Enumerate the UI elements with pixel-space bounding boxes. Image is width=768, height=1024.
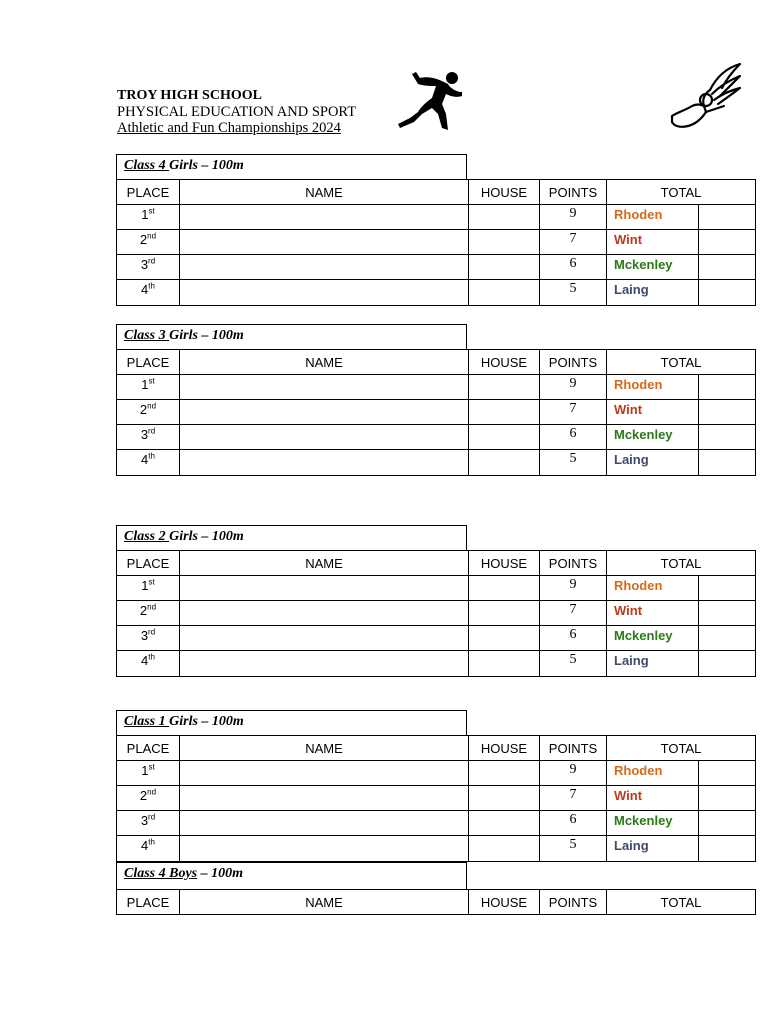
house-cell[interactable] [469, 400, 540, 425]
header-row [117, 890, 756, 915]
name-header: NAME [180, 736, 469, 761]
house-cell[interactable] [469, 425, 540, 450]
name-header: NAME [180, 350, 469, 375]
house-cell[interactable] [469, 761, 540, 786]
points-cell: 5 [540, 836, 607, 862]
house-header: HOUSE [469, 180, 540, 205]
name-cell[interactable] [180, 205, 469, 230]
header-row [117, 350, 756, 375]
house-header: HOUSE [469, 551, 540, 576]
house-header: HOUSE [469, 736, 540, 761]
house-cell[interactable] [469, 230, 540, 255]
race-section [116, 525, 755, 677]
race-title: Class 4 Boys – 100m [116, 862, 467, 889]
race-title: Class 4 Girls – 100m [116, 154, 467, 179]
place-header: PLACE [117, 551, 180, 576]
place-cell: 1st [117, 576, 180, 601]
name-cell[interactable] [180, 375, 469, 400]
house-cell[interactable] [469, 836, 540, 862]
name-cell[interactable] [180, 255, 469, 280]
total-cell[interactable] [699, 400, 756, 425]
department-name: PHYSICAL EDUCATION AND SPORT [117, 104, 357, 120]
total-cell[interactable] [699, 761, 756, 786]
place-cell: 4th [117, 450, 180, 476]
house-label: Mckenley [607, 626, 699, 651]
place-cell: 2nd [117, 400, 180, 425]
house-label: Laing [607, 450, 699, 476]
house-label: Rhoden [607, 205, 699, 230]
place-cell: 4th [117, 280, 180, 306]
race-section [116, 862, 755, 915]
total-cell[interactable] [699, 205, 756, 230]
name-cell[interactable] [180, 450, 469, 476]
results-table [116, 550, 756, 677]
name-cell[interactable] [180, 601, 469, 626]
name-header: NAME [180, 551, 469, 576]
total-cell[interactable] [699, 651, 756, 677]
school-name: TROY HIGH SCHOOL [117, 88, 262, 103]
points-header: POINTS [540, 890, 607, 915]
name-cell[interactable] [180, 400, 469, 425]
race-title: Class 3 Girls – 100m [116, 324, 467, 349]
house-cell[interactable] [469, 811, 540, 836]
points-header: POINTS [540, 350, 607, 375]
event-title: Athletic and Fun Championships 2024 [117, 120, 341, 136]
results-table [116, 179, 756, 306]
points-header: POINTS [540, 551, 607, 576]
points-cell: 5 [540, 450, 607, 476]
house-header: HOUSE [469, 350, 540, 375]
place-cell: 1st [117, 761, 180, 786]
place-cell: 3rd [117, 626, 180, 651]
place-cell: 2nd [117, 786, 180, 811]
house-label: Mckenley [607, 811, 699, 836]
house-cell[interactable] [469, 255, 540, 280]
name-header: NAME [180, 890, 469, 915]
name-cell[interactable] [180, 836, 469, 862]
document-header [117, 88, 356, 136]
name-header: NAME [180, 180, 469, 205]
points-cell: 6 [540, 626, 607, 651]
name-cell[interactable] [180, 811, 469, 836]
house-cell[interactable] [469, 375, 540, 400]
name-cell[interactable] [180, 626, 469, 651]
points-cell: 7 [540, 400, 607, 425]
points-cell: 6 [540, 255, 607, 280]
house-cell[interactable] [469, 601, 540, 626]
house-label: Laing [607, 651, 699, 677]
total-header: TOTAL [607, 180, 756, 205]
house-cell[interactable] [469, 651, 540, 677]
sprinter-icon [392, 64, 468, 134]
place-header: PLACE [117, 736, 180, 761]
place-header: PLACE [117, 890, 180, 915]
place-header: PLACE [117, 180, 180, 205]
race-section [116, 710, 755, 862]
points-cell: 7 [540, 786, 607, 811]
name-cell[interactable] [180, 786, 469, 811]
place-cell: 2nd [117, 230, 180, 255]
points-cell: 9 [540, 375, 607, 400]
total-header: TOTAL [607, 736, 756, 761]
header-row [117, 736, 756, 761]
house-label: Wint [607, 230, 699, 255]
total-cell[interactable] [699, 425, 756, 450]
name-cell[interactable] [180, 425, 469, 450]
header-row [117, 180, 756, 205]
points-header: POINTS [540, 180, 607, 205]
house-label: Laing [607, 836, 699, 862]
name-cell[interactable] [180, 761, 469, 786]
house-label: Rhoden [607, 375, 699, 400]
total-cell[interactable] [699, 811, 756, 836]
points-cell: 6 [540, 811, 607, 836]
house-header: HOUSE [469, 890, 540, 915]
place-cell: 4th [117, 836, 180, 862]
total-cell[interactable] [699, 836, 756, 862]
race-section [116, 154, 755, 306]
total-cell[interactable] [699, 576, 756, 601]
name-cell[interactable] [180, 230, 469, 255]
points-cell: 7 [540, 230, 607, 255]
points-cell: 9 [540, 205, 607, 230]
house-label: Wint [607, 400, 699, 425]
race-section [116, 324, 755, 476]
house-cell[interactable] [469, 280, 540, 306]
house-label: Mckenley [607, 425, 699, 450]
place-cell: 2nd [117, 601, 180, 626]
place-header: PLACE [117, 350, 180, 375]
total-header: TOTAL [607, 551, 756, 576]
points-cell: 6 [540, 425, 607, 450]
house-label: Rhoden [607, 761, 699, 786]
total-header: TOTAL [607, 350, 756, 375]
house-cell[interactable] [469, 205, 540, 230]
place-cell: 4th [117, 651, 180, 677]
race-title: Class 1 Girls – 100m [116, 710, 467, 735]
results-table [116, 349, 756, 476]
house-label: Wint [607, 786, 699, 811]
place-cell: 3rd [117, 255, 180, 280]
total-cell[interactable] [699, 280, 756, 306]
name-cell[interactable] [180, 576, 469, 601]
points-cell: 9 [540, 761, 607, 786]
points-cell: 5 [540, 280, 607, 306]
house-label: Laing [607, 280, 699, 306]
points-cell: 7 [540, 601, 607, 626]
place-cell: 1st [117, 205, 180, 230]
house-cell[interactable] [469, 576, 540, 601]
points-header: POINTS [540, 736, 607, 761]
results-table [116, 735, 756, 862]
total-cell[interactable] [699, 230, 756, 255]
house-cell[interactable] [469, 626, 540, 651]
place-cell: 1st [117, 375, 180, 400]
total-cell[interactable] [699, 255, 756, 280]
header-row [117, 551, 756, 576]
total-cell[interactable] [699, 450, 756, 476]
house-label: Wint [607, 601, 699, 626]
points-cell: 5 [540, 651, 607, 677]
place-cell: 3rd [117, 811, 180, 836]
winged-foot-icon [666, 60, 744, 132]
total-cell[interactable] [699, 786, 756, 811]
name-cell[interactable] [180, 651, 469, 677]
total-cell[interactable] [699, 626, 756, 651]
house-cell[interactable] [469, 450, 540, 476]
name-cell[interactable] [180, 280, 469, 306]
total-cell[interactable] [699, 375, 756, 400]
house-label: Rhoden [607, 576, 699, 601]
house-cell[interactable] [469, 786, 540, 811]
results-table [116, 889, 756, 915]
total-cell[interactable] [699, 601, 756, 626]
race-title: Class 2 Girls – 100m [116, 525, 467, 550]
place-cell: 3rd [117, 425, 180, 450]
points-cell: 9 [540, 576, 607, 601]
house-label: Mckenley [607, 255, 699, 280]
total-header: TOTAL [607, 890, 756, 915]
